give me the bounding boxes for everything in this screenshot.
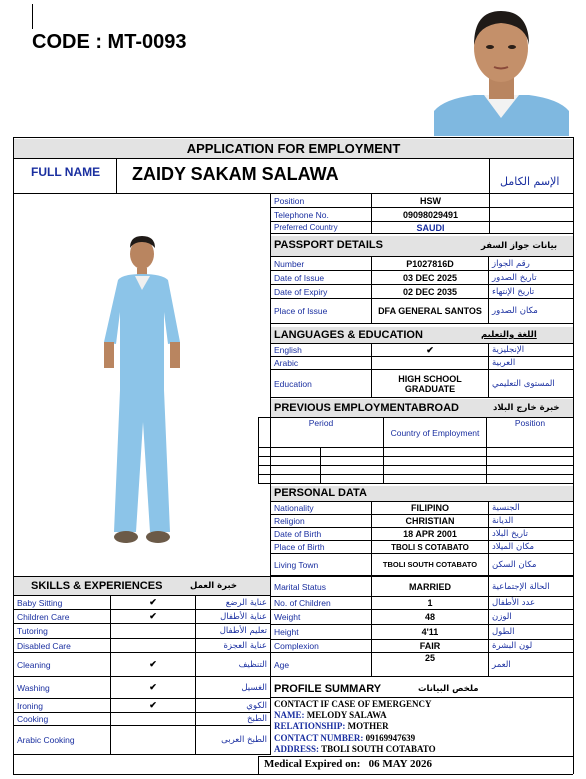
complexion-arabic: لون البشرة — [489, 640, 574, 653]
full-body-photo — [80, 232, 210, 552]
skill-arabic-cooking-arabic: الطبخ العربى — [196, 726, 271, 755]
skill-cleaning-arabic: التنظيف — [196, 653, 271, 677]
living-town-arabic: مكان السكن — [489, 554, 574, 576]
languages-header — [271, 327, 573, 343]
passport-number-label: Number — [271, 257, 372, 271]
skill-children-care-check: ✔ — [111, 610, 196, 624]
education-value: HIGH SCHOOL GRADUATE — [372, 370, 489, 398]
skills-title-arabic: خبرة العمل — [190, 581, 238, 591]
arabic-arabic: العربية — [489, 357, 574, 370]
position-value: HSW — [372, 194, 489, 208]
profile-title: PROFILE SUMMARY — [274, 683, 382, 695]
birth-place-value: TBOLI S COTABATO — [372, 541, 489, 554]
passport-header — [271, 236, 573, 256]
expiry-date-value: 02 DEC 2035 — [372, 285, 489, 299]
skill-tutoring: Tutoring — [14, 624, 111, 639]
place-of-issue-label: Place of Issue — [271, 299, 372, 324]
position-label: Position — [271, 194, 372, 208]
skill-disabled-care: Disabled Care — [14, 639, 111, 653]
emergency-address-label: ADDRESS: — [274, 743, 320, 754]
personal-table — [270, 501, 574, 576]
emergency-relationship: MOTHER — [347, 721, 389, 732]
skill-disabled-care-arabic: عناية العجزة — [196, 639, 271, 653]
religion-label: Religion — [271, 515, 372, 528]
code-label: CODE : MT-0093 — [32, 31, 187, 53]
skill-washing: Washing — [14, 677, 111, 699]
marital-status-label: Marital Status — [271, 577, 372, 597]
portrait-photo — [434, 3, 569, 136]
skill-children-care-arabic: عناية الأطفال — [196, 610, 271, 624]
birth-date-value: 18 APR 2001 — [372, 528, 489, 541]
emergency-address: TBOLI SOUTH COTABATO — [321, 743, 436, 754]
languages-table — [270, 343, 574, 398]
skills-title: SKILLS & EXPERIENCES — [31, 580, 163, 592]
marital-status-arabic: الحالة الإجتماعية — [489, 577, 574, 597]
skill-arabic-cooking: Arabic Cooking — [14, 726, 111, 755]
issue-date-arabic: تاريخ الصدور — [489, 271, 574, 285]
divider — [258, 756, 574, 757]
divider — [13, 137, 573, 138]
english-check: ✔ — [372, 344, 489, 357]
complexion-label: Complexion — [271, 640, 372, 653]
education-arabic: المستوى التعليمي — [489, 370, 574, 398]
birth-date-label: Date of Birth — [271, 528, 372, 541]
divider — [270, 697, 574, 698]
place-of-issue-arabic: مكان الصدور — [489, 299, 574, 324]
education-label: Education — [271, 370, 372, 398]
age-value: 25 — [372, 653, 489, 677]
preferred-country-value: SAUDI — [372, 222, 489, 234]
skill-children-care: Children Care — [14, 610, 111, 624]
divider — [116, 158, 117, 193]
skill-baby-sitting-arabic: عناية الرضع — [196, 596, 271, 610]
arabic-label: Arabic — [271, 357, 372, 370]
telephone-value: 09098029491 — [372, 208, 489, 222]
skill-baby-sitting: Baby Sitting — [14, 596, 111, 610]
divider — [258, 756, 259, 774]
weight-value: 48 — [372, 610, 489, 625]
height-arabic: الطول — [489, 625, 574, 640]
issue-date-label: Date of Issue — [271, 271, 372, 285]
employment-title-arabic: خبرة خارج البلاد — [493, 403, 560, 413]
skill-tutoring-check — [111, 624, 196, 639]
height-label: Height — [271, 625, 372, 640]
medical-value: 06 MAY 2026 — [368, 758, 432, 770]
religion-value: CHRISTIAN — [372, 515, 489, 528]
living-town-value: TBOLI SOUTH COTABATO — [372, 554, 489, 576]
employment-table — [258, 417, 574, 484]
emergency-contact — [274, 699, 436, 755]
divider — [32, 4, 33, 29]
children-value: 1 — [372, 597, 489, 610]
birth-date-arabic: تاريخ البلاد — [489, 528, 574, 541]
top-info-table — [270, 193, 574, 234]
skill-ironing-arabic: الكوي — [196, 699, 271, 713]
skill-cleaning: Cleaning — [14, 653, 111, 677]
age-arabic: العمر — [489, 653, 574, 677]
employment-title: PREVIOUS EMPLOYMENTABROAD — [274, 402, 459, 414]
english-label: English — [271, 344, 372, 357]
profile-title-arabic: ملخص البيانات — [418, 684, 479, 694]
place-of-issue-value: DFA GENERAL SANTOS — [372, 299, 489, 324]
expiry-date-label: Date of Expiry — [271, 285, 372, 299]
full-name: ZAIDY SAKAM SALAWA — [132, 164, 339, 184]
passport-table — [270, 256, 574, 324]
telephone-label: Telephone No. — [271, 208, 372, 222]
height-value: 4'11 — [372, 625, 489, 640]
emergency-heading: CONTACT IF CASE OF EMERGENCY — [274, 699, 432, 709]
preferred-country-label: Preferred Country — [271, 222, 372, 234]
skill-washing-check: ✔ — [111, 677, 196, 699]
marital-status-value: MARRIED — [372, 577, 489, 597]
skill-cooking: Cooking — [14, 713, 111, 726]
languages-title-arabic: اللغة والتعليم — [481, 330, 537, 340]
english-arabic: الإنجليزية — [489, 344, 574, 357]
skill-ironing: Ironing — [14, 699, 111, 713]
passport-title: PASSPORT DETAILS — [274, 239, 383, 251]
skill-baby-sitting-check: ✔ — [111, 596, 196, 610]
languages-title: LANGUAGES & EDUCATION — [274, 329, 423, 341]
arabic-check — [372, 357, 489, 370]
living-town-label: Living Town — [271, 554, 372, 576]
divider — [489, 158, 490, 193]
divider — [13, 774, 573, 775]
page-title: APPLICATION FOR EMPLOYMENT — [14, 139, 573, 158]
skill-tutoring-arabic: تعليم الأطفال — [196, 624, 271, 639]
nationality-arabic: الجنسية — [489, 502, 574, 515]
skill-washing-arabic: الغسيل — [196, 677, 271, 699]
profile-header — [271, 681, 573, 697]
personal-title: PERSONAL DATA — [274, 487, 367, 499]
employment-header — [271, 399, 573, 417]
emergency-contact-label: CONTACT NUMBER: — [274, 732, 364, 743]
emergency-relationship-label: RELATIONSHIP: — [274, 721, 346, 732]
emergency-contact-number: 09169947639 — [365, 732, 416, 743]
nationality-label: Nationality — [271, 502, 372, 515]
passport-number-arabic: رقم الجواز — [489, 257, 574, 271]
birth-place-label: Place of Birth — [271, 541, 372, 554]
skill-disabled-care-check — [111, 639, 196, 653]
expiry-date-arabic: تاريخ الإنتهاء — [489, 285, 574, 299]
nationality-value: FILIPINO — [372, 502, 489, 515]
personal-table-continued — [270, 576, 574, 677]
birth-place-arabic: مكان الميلاد — [489, 541, 574, 554]
skills-table — [13, 595, 271, 755]
skill-cooking-check — [111, 713, 196, 726]
position-header: Position — [487, 418, 574, 448]
personal-header — [271, 486, 573, 501]
emergency-name: MELODY SALAWA — [306, 710, 387, 721]
skill-ironing-check: ✔ — [111, 699, 196, 713]
weight-arabic: الوزن — [489, 610, 574, 625]
weight-label: Weight — [271, 610, 372, 625]
religion-arabic: الديانة — [489, 515, 574, 528]
passport-title-arabic: بيانات جواز السفر — [481, 241, 558, 251]
country-header: Country of Employment — [384, 418, 487, 448]
age-label: Age — [271, 653, 372, 677]
skill-cooking-arabic: الطبخ — [196, 713, 271, 726]
skill-cleaning-check: ✔ — [111, 653, 196, 677]
period-header: Period — [259, 418, 384, 448]
children-arabic: عدد الأطفال — [489, 597, 574, 610]
complexion-value: FAIR — [372, 640, 489, 653]
medical-expiry — [264, 758, 432, 770]
emergency-name-label: NAME: — [274, 710, 305, 721]
issue-date-value: 03 DEC 2025 — [372, 271, 489, 285]
full-name-label: FULL NAME — [31, 165, 101, 179]
passport-number-value: P1027816D — [372, 257, 489, 271]
children-label: No. of Children — [271, 597, 372, 610]
skills-header — [14, 577, 270, 595]
skill-arabic-cooking-check — [111, 726, 196, 755]
medical-label: Medical Expired on: — [264, 758, 361, 770]
full-name-arabic: الإسم الكامل — [500, 175, 560, 188]
